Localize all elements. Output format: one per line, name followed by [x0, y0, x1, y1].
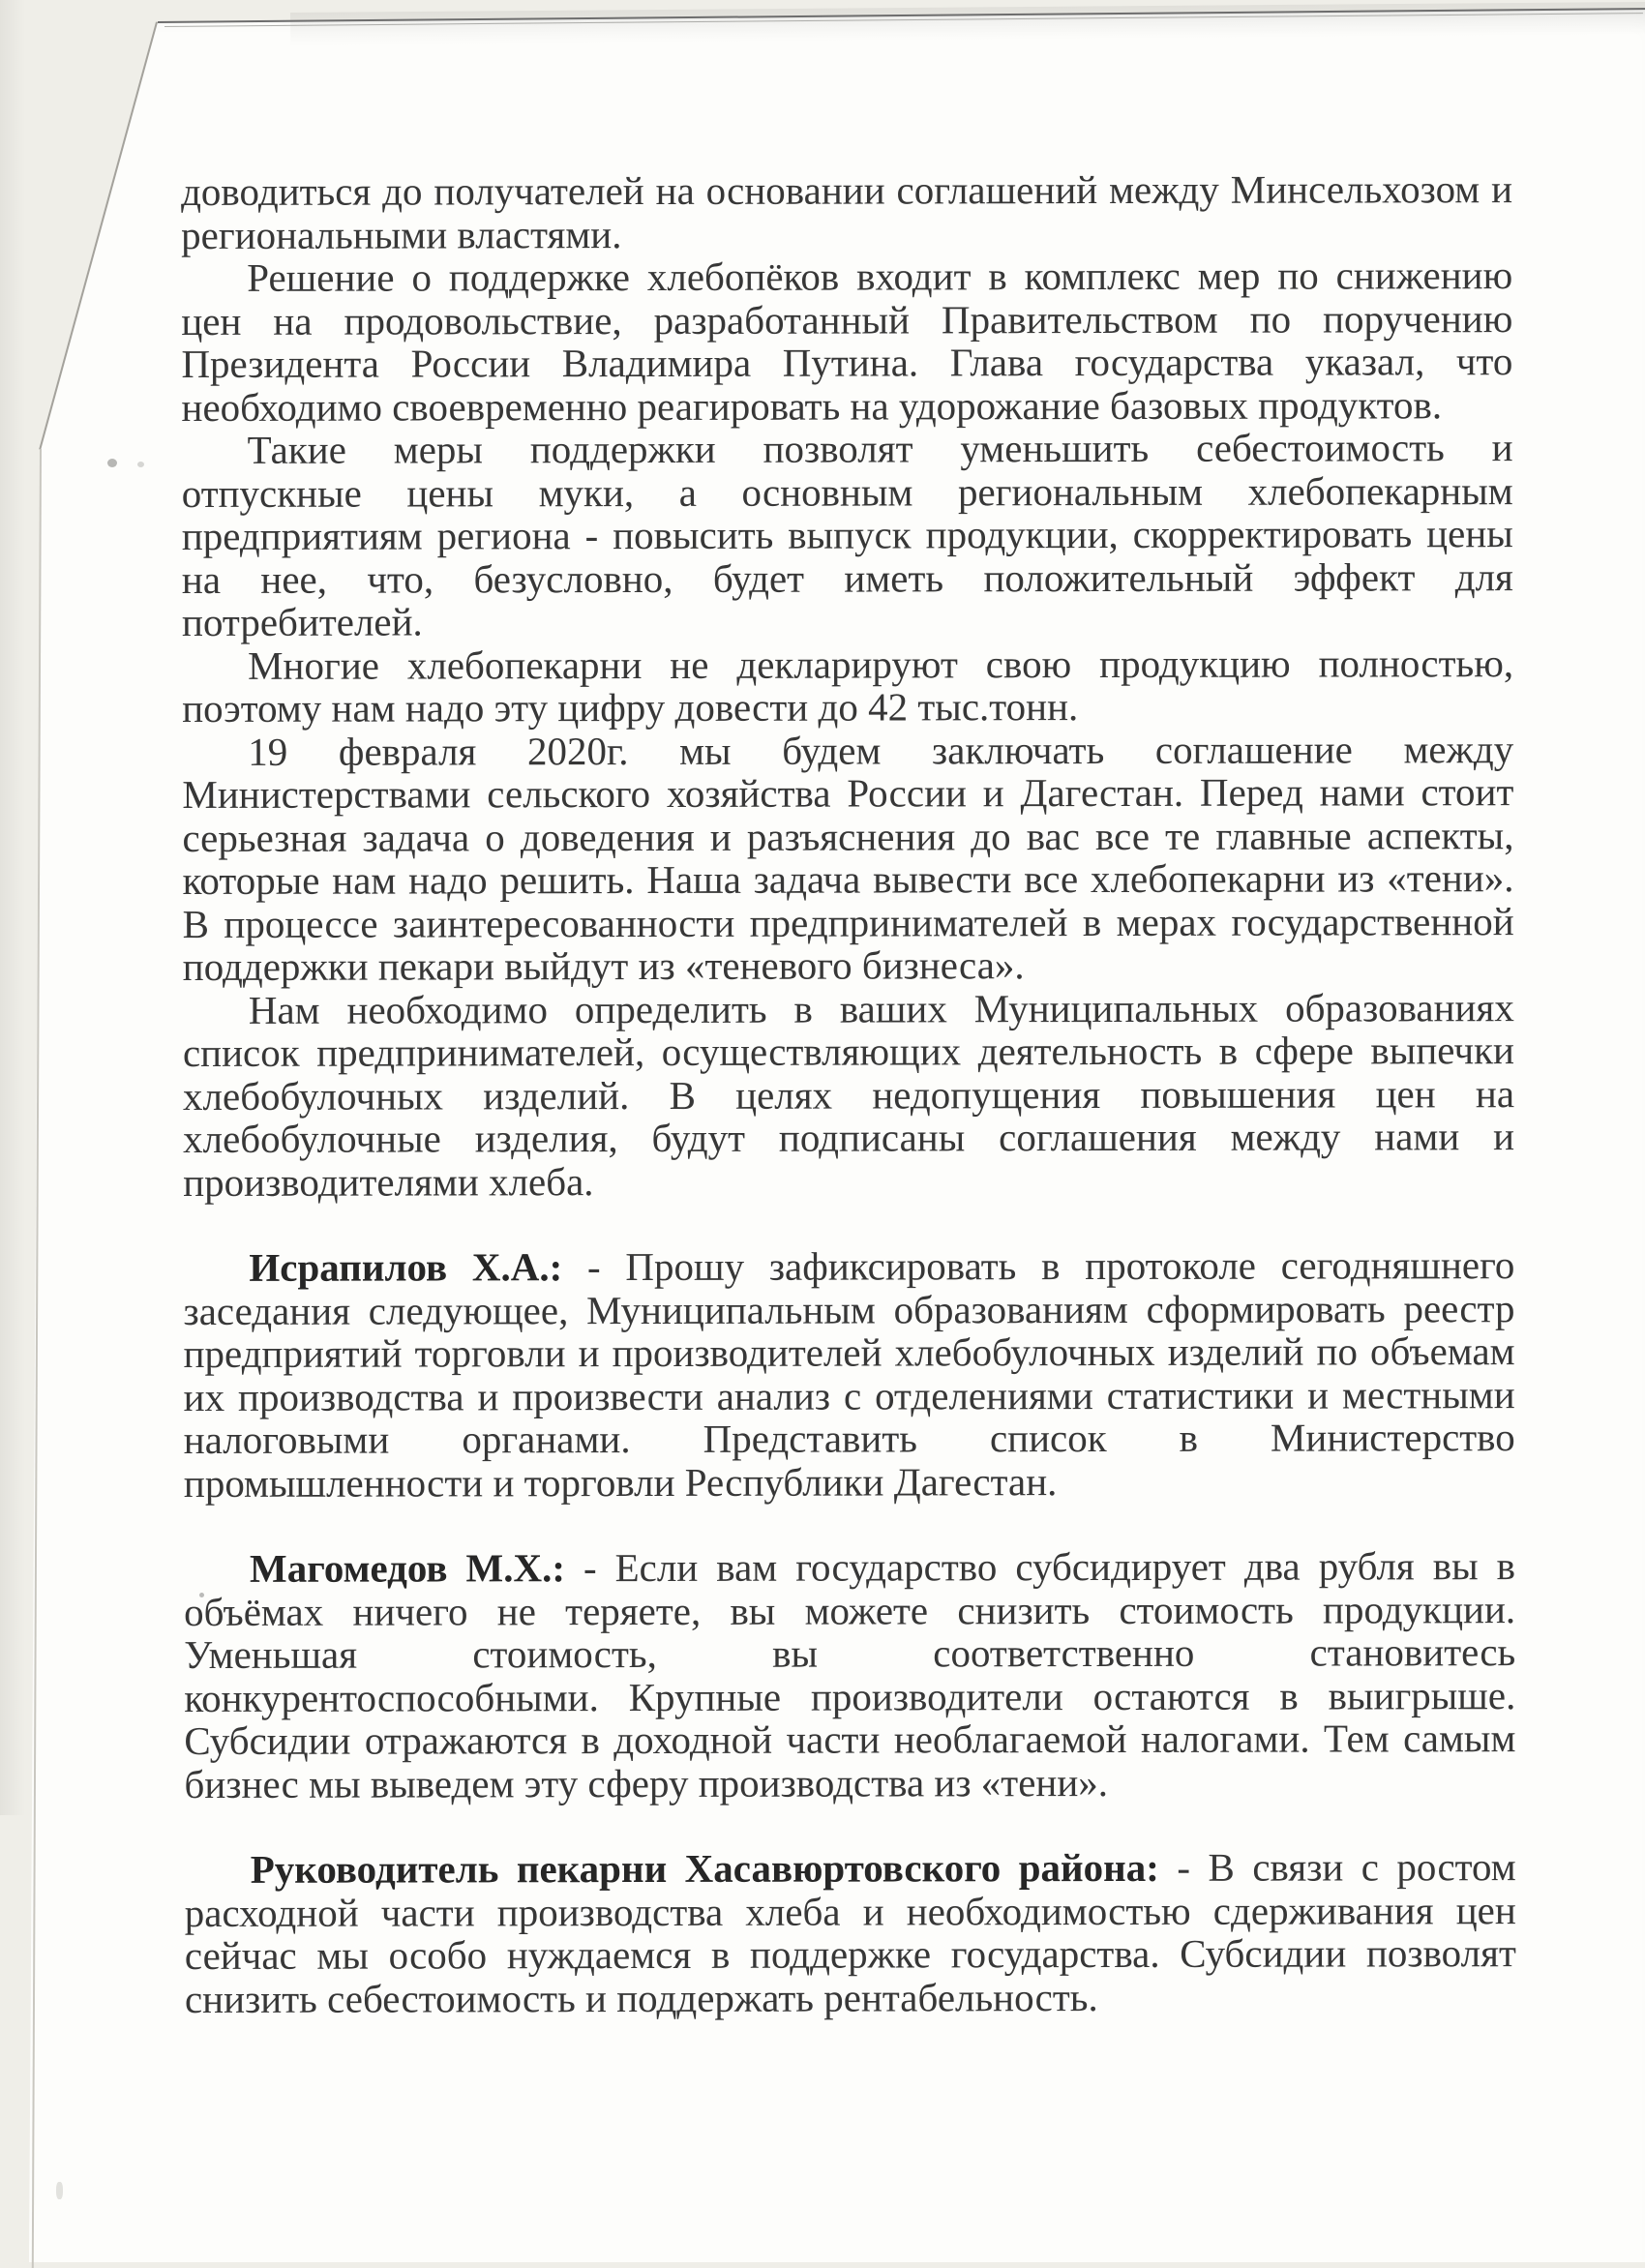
scan-speck: [107, 459, 117, 467]
text-line: Уменьшая стоимость, вы соответственно становитесь: [184, 1629, 1516, 1677]
text-line: которые нам надо решить. Наша задача вывести все хлебопекарни из «тени».: [182, 855, 1514, 903]
paragraph: [182, 426, 1513, 643]
text-line: Многие хлебопекарни не декларируют свою продукцию полностью,: [248, 640, 1514, 688]
text-line: Президента России Владимира Путина. Глава государства указал, что: [181, 339, 1513, 386]
page-left-shadow: [0, 0, 25, 1815]
text-line: потребителей.: [181, 599, 423, 644]
text-line: Министерствами сельского хозяйства России и Дагестан. Перед нами стоит: [182, 769, 1514, 817]
text-line: хлебобулочных изделий. В целях недопущения повышения цен на: [182, 1070, 1515, 1119]
text-line: производителями хлеба.: [183, 1158, 594, 1205]
text-line: поддержки пекари выйдут из «теневого бизнеса».: [182, 942, 1025, 989]
text-line: предприятий торговли и производителей хлебобулочных изделий по объемам: [183, 1328, 1515, 1376]
text-line: отпускные цены муки, а основным региональным хлебопекарным: [181, 467, 1513, 516]
document-text: [181, 167, 1516, 2020]
text-line: снизить себестоимость и поддержать рентабельность.: [184, 1974, 1098, 2021]
paragraph: [181, 167, 1512, 256]
text-line: Такие меры поддержки позволят уменьшить себестоимость и: [247, 425, 1513, 472]
text-line: предприятиям региона - повысить выпуск продукции, скорректировать цены: [181, 511, 1513, 558]
text-line: Субсидии отражаются в доходной части необлагаемой налогами. Тем самым: [184, 1716, 1516, 1763]
paragraph: [185, 1845, 1516, 2020]
scan-speck: [56, 2182, 63, 2199]
text-line: промышленности и торговли Республики Дагестан.: [183, 1458, 1058, 1506]
text-line: список предпринимателей, осуществляющих деятельность в сфере выпечки: [182, 1028, 1514, 1075]
paragraph: [183, 1243, 1515, 1505]
paragraph: [181, 254, 1512, 429]
text-line: Магомедов М.Х.: - Если вам государство субсидирует два рубля вы в: [249, 1543, 1516, 1591]
speaker-name: Исрапилов Х.А.:: [249, 1244, 563, 1290]
text-line: Руководитель пекарни Хасавюртовского района: - В связи с ростом: [250, 1844, 1516, 1892]
text-line: поэтому нам надо эту цифру довести до 42 тыс.тонн.: [182, 684, 1079, 731]
text-line: на нее, что, безусловно, будет иметь положительный эффект для: [181, 553, 1513, 602]
text-line: Решение о поддержке хлебопёков входит в комплекс мер по снижению: [247, 253, 1513, 300]
text-line: 19 февраля 2020г. мы будем заключать соглашение между: [248, 726, 1514, 774]
text-line: доводиться до получателей на основании соглашений между Минсельхозом и: [180, 166, 1513, 214]
speaker-name: Руководитель пекарни Хасавюртовского района:: [250, 1844, 1159, 1892]
text-line: объёмах ничего не теряете, вы можете снизить стоимость продукции.: [184, 1586, 1516, 1634]
scan-speck: [137, 462, 144, 467]
text-line: сейчас мы особо нуждаемся в поддержке государства. Субсидии позволят: [184, 1930, 1516, 1978]
text-line: серьезная задача о доведения и разъяснения до вас все те главные аспекты,: [182, 812, 1514, 860]
paragraph: [182, 728, 1514, 989]
text-line: Исрапилов Х.А.: - Прошу зафиксировать в протоколе сегодняшнего: [249, 1242, 1515, 1290]
text-line: расходной части производства хлеба и необходимостью сдерживания цен: [184, 1887, 1516, 1935]
text-line: хлебобулочные изделия, будут подписаны соглашения между нами и: [183, 1114, 1515, 1161]
text-line: их производства и произвести анализ с отделениями статистики и местными: [183, 1371, 1515, 1419]
text-line: региональными властями.: [181, 211, 622, 257]
text-line: бизнес мы выведем эту сферу производства из «тени».: [184, 1759, 1109, 1806]
speaker-name: Магомедов М.Х.:: [249, 1545, 565, 1591]
paragraph: [182, 642, 1513, 731]
paragraph: [183, 986, 1514, 1204]
text-line: заседания следующее, Муниципальным образованиям сформировать реестр: [183, 1285, 1515, 1333]
text-line: конкурентоспособными. Крупные производители остаются в выигрыше.: [184, 1672, 1516, 1720]
paragraph: [184, 1544, 1516, 1805]
text-line: В процессе заинтересованности предпринимателей в мерах государственной: [182, 898, 1514, 946]
text-line: налоговыми органами. Представить список в Министерство: [183, 1415, 1515, 1462]
text-line: необходимо своевременно реагировать на удорожание базовых продуктов.: [181, 381, 1443, 430]
text-line: Нам необходимо определить в ваших Муниципальных образованиях: [248, 984, 1514, 1032]
text-line: цен на продовольствие, разработанный Правительством по поручению: [181, 295, 1513, 343]
